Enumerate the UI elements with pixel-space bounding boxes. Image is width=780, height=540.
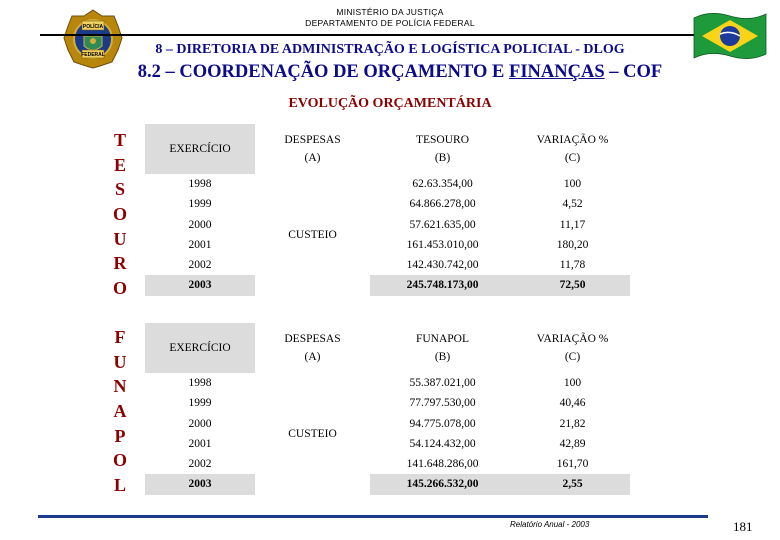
coordination-underlined: FINANÇAS (509, 62, 605, 82)
tesouro-vertical-label (108, 128, 132, 301)
brazil-flag-icon (690, 8, 770, 64)
vertical-letter: A (113, 401, 127, 422)
footer-divider (38, 515, 708, 518)
header-source: TESOURO (B) (415, 134, 470, 164)
value-cell: 94.775.078,00 (409, 417, 476, 430)
table-row (145, 454, 630, 474)
value-cell: 55.387.021,00 (409, 377, 476, 389)
year-cell: 2000 (188, 218, 212, 231)
coordination-prefix: 8.2 – COORDENAÇÃO DE ORÇAMENTO E (137, 62, 510, 82)
vertical-letter: F (114, 327, 126, 347)
header-despesas: DESPESAS (A) (284, 134, 341, 164)
variation-cell: 11,17 (559, 218, 586, 231)
year-cell: 2003 (145, 275, 255, 295)
variation-cell: 180,20 (556, 238, 589, 251)
table-row (145, 373, 630, 393)
vertical-letter: P (114, 425, 126, 446)
year-cell: 1999 (188, 397, 212, 410)
vertical-letter: O (112, 278, 127, 299)
header-exercicio: EXERCÍCIO (145, 323, 255, 373)
year-cell: 2003 (145, 474, 255, 494)
year-cell: 1998 (188, 377, 212, 389)
year-cell: 2001 (188, 238, 212, 251)
year-cell: 2000 (188, 417, 212, 430)
table-row (145, 215, 630, 235)
vertical-letter: S (114, 179, 125, 200)
vertical-letter: U (113, 351, 127, 372)
table-header-row (145, 124, 630, 174)
section-title: EVOLUÇÃO ORÇAMENTÁRIA (288, 96, 492, 111)
value-cell: 54.124.432,00 (409, 437, 476, 450)
table-row-highlighted (145, 275, 630, 295)
value-cell: 64.866.278,00 (409, 198, 476, 211)
vertical-letter: N (113, 376, 127, 397)
header-divider (40, 34, 695, 36)
variation-cell: 11,78 (559, 259, 586, 272)
value-cell: 245.748.173,00 (370, 275, 515, 295)
variation-cell: 100 (563, 178, 582, 190)
variation-cell: 2,55 (515, 474, 630, 494)
year-cell: 1998 (188, 178, 212, 190)
vertical-letter: E (113, 154, 126, 175)
custeio-cell: CUSTEIO (255, 373, 370, 495)
coordination-title (100, 62, 700, 83)
table-row-highlighted (145, 474, 630, 494)
coordination-suffix: – COF (604, 62, 663, 82)
directorate-title: 8 – DIRETORIA DE ADMINISTRAÇÃO E LOGÍSTICA POLICIAL - DLOG (155, 42, 625, 57)
vertical-letter: T (113, 130, 126, 150)
variation-cell: 40,46 (559, 397, 586, 410)
table-row (145, 235, 630, 255)
header-variacao: VARIAÇÃO % (C) (536, 134, 609, 164)
value-cell: 161.453.010,00 (406, 238, 479, 251)
value-cell: 142.430.742,00 (406, 259, 479, 272)
badge-text-bottom: FEDERAL (81, 52, 105, 58)
vertical-letter: O (112, 450, 127, 471)
table-row (145, 255, 630, 275)
table-row (145, 194, 630, 214)
value-cell: 57.621.635,00 (409, 218, 476, 231)
value-cell: 145.266.532,00 (370, 474, 515, 494)
value-cell: 77.797.530,00 (409, 397, 476, 410)
table-header-row (145, 323, 630, 373)
vertical-letter: R (113, 253, 127, 274)
variation-cell: 161,70 (556, 458, 589, 471)
year-cell: 2002 (188, 259, 212, 272)
year-cell: 1999 (188, 198, 212, 211)
variation-cell: 100 (563, 377, 582, 389)
header-variacao: VARIAÇÃO % (C) (536, 333, 609, 363)
header-source: FUNAPOL (B) (415, 333, 470, 363)
vertical-letter: O (112, 204, 127, 225)
page-number: 181 (733, 519, 753, 534)
tesouro-table (145, 124, 630, 296)
ministry-line-2: DEPARTAMENTO DE POLÍCIA FEDERAL (305, 18, 475, 28)
variation-cell: 72,50 (515, 275, 630, 295)
badge-text-top: POLÍCIA (82, 24, 104, 30)
funapol-vertical-label (108, 325, 132, 498)
header-despesas: DESPESAS (A) (284, 333, 341, 363)
table-row (145, 393, 630, 413)
year-cell: 2001 (188, 437, 212, 450)
table-row (145, 414, 630, 434)
ministry-line-1: MINISTÉRIO DA JUSTIÇA (336, 7, 444, 17)
table-row (145, 174, 630, 194)
custeio-cell: CUSTEIO (255, 174, 370, 296)
table-row (145, 434, 630, 454)
vertical-letter: L (113, 475, 126, 496)
ministry-header (0, 7, 780, 29)
variation-cell: 21,82 (559, 417, 586, 430)
variation-cell: 42,89 (559, 437, 586, 450)
value-cell: 62.63.354,00 (412, 178, 473, 190)
variation-cell: 4,52 (562, 198, 583, 211)
report-label: Relatório Anual - 2003 (510, 520, 590, 529)
year-cell: 2002 (188, 458, 212, 471)
value-cell: 141.648.286,00 (406, 458, 479, 471)
funapol-table (145, 323, 630, 495)
header-exercicio: EXERCÍCIO (145, 124, 255, 174)
vertical-letter: U (113, 228, 127, 249)
